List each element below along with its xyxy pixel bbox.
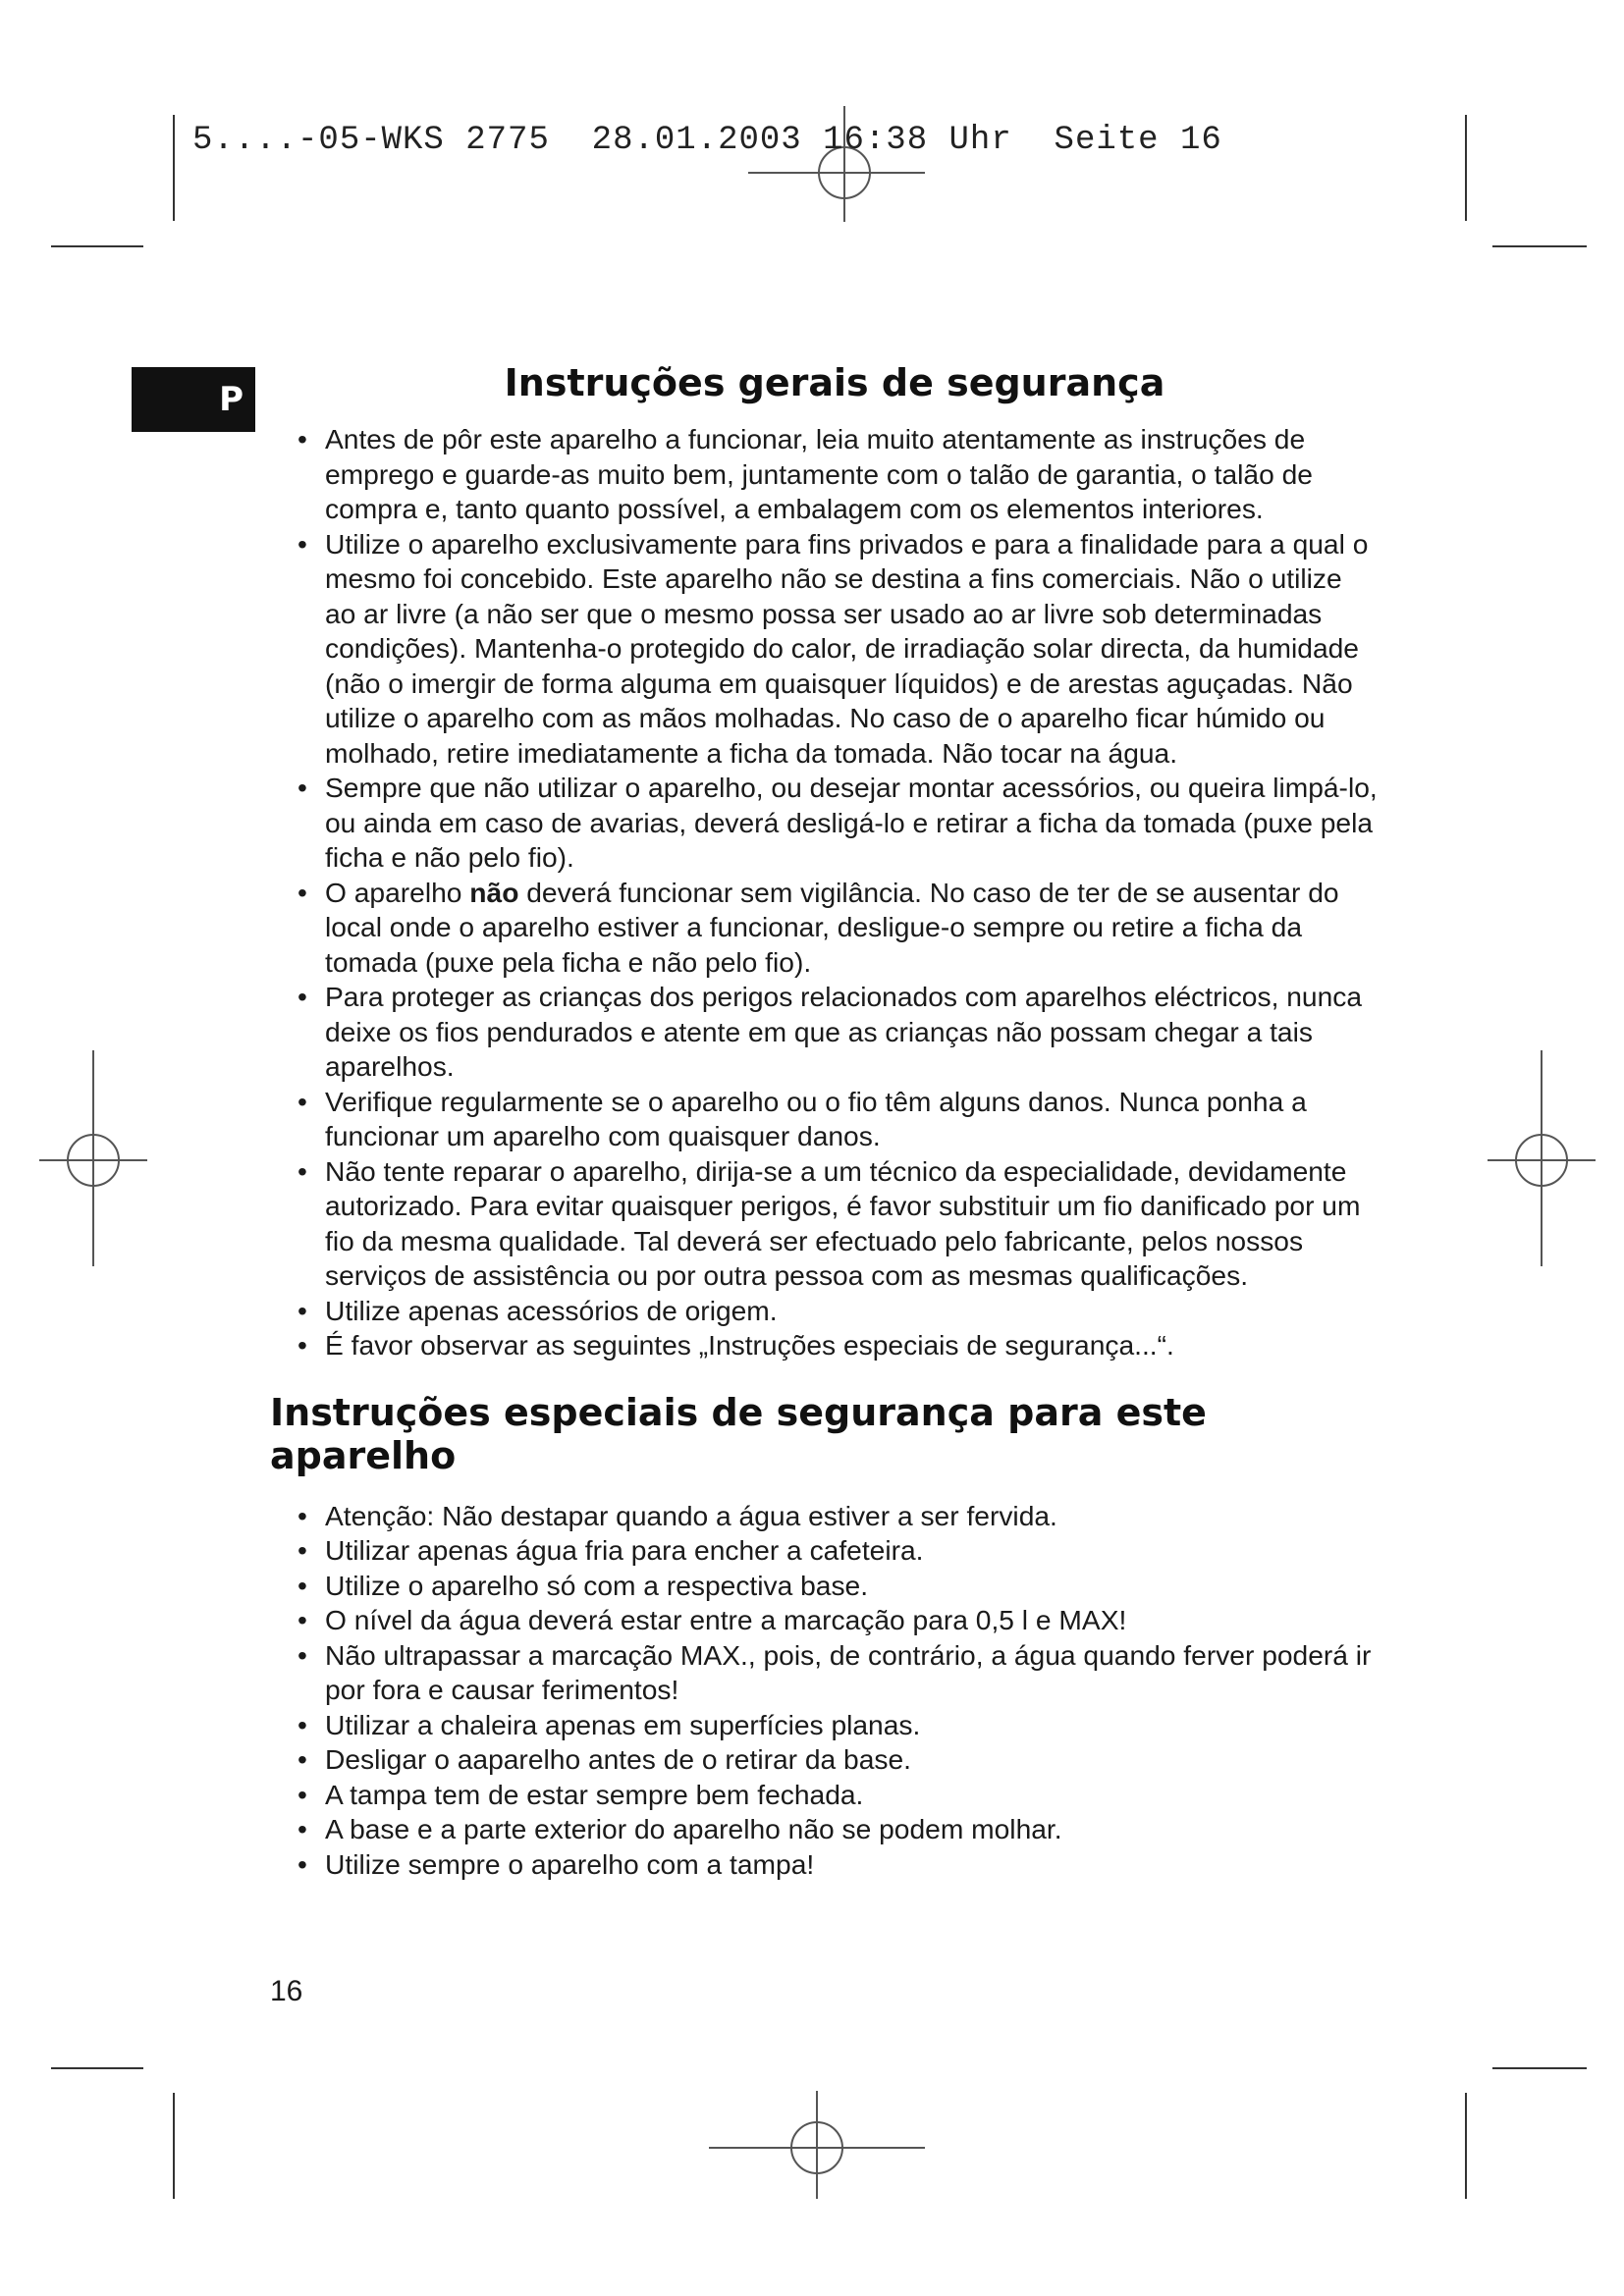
- list-item: [270, 1812, 1380, 1847]
- registration-mark-right: [1483, 1050, 1600, 1266]
- crop-mark: [51, 245, 143, 247]
- bullet-icon: •: [298, 1294, 307, 1326]
- list-item: [270, 1154, 1380, 1294]
- item-text: É favor observar as seguintes „Instruções especiais de segurança...“.: [325, 1329, 1174, 1361]
- special-safety-heading: Instruções especiais de segurança para este aparelho: [270, 1390, 1207, 1477]
- list-item: [270, 1294, 1380, 1329]
- item-text: O nível da água deverá estar entre a marcação para 0,5 l e MAX!: [325, 1604, 1127, 1635]
- item-text: Antes de pôr este aparelho a funcionar, leia muito atentamente as instruções de emprego e guarde-as muito bem, juntamente com o talão de garantia, o talão de compra e, tanto quanto possível, a embalagem com os elementos interiores.: [325, 423, 1313, 524]
- item-text: Verifique regularmente se o aparelho ou o fio têm alguns danos. Nunca ponha a funcionar um aparelho com quaisquer danos.: [325, 1085, 1307, 1151]
- bullet-icon: •: [298, 876, 307, 908]
- list-item: [270, 1708, 1380, 1743]
- bullet-icon: •: [298, 1329, 307, 1361]
- bullet-icon: •: [298, 1708, 307, 1740]
- item-text: Sempre que não utilizar o aparelho, ou desejar montar acessórios, ou queira limpá-lo, ou ainda em caso de avarias, deverá desligá-lo e retirar a ficha da tomada (puxe pela ficha e não pelo fio).: [325, 772, 1378, 873]
- crop-mark: [1465, 115, 1467, 221]
- special-safety-list: [270, 1499, 1380, 1883]
- list-item: [270, 527, 1380, 772]
- list-item: [270, 1569, 1380, 1604]
- page-number: 16: [270, 1975, 303, 2007]
- crop-mark: [173, 2093, 175, 2199]
- bullet-icon: •: [298, 1085, 307, 1117]
- list-item: [270, 422, 1380, 527]
- list-item: [270, 1603, 1380, 1638]
- list-item: [270, 1328, 1380, 1363]
- crop-mark: [173, 115, 175, 221]
- bullet-icon: •: [298, 981, 307, 1012]
- item-text: A tampa tem de estar sempre bem fechada.: [325, 1778, 864, 1810]
- bullet-icon: •: [298, 1569, 307, 1601]
- list-item: [270, 1847, 1380, 1883]
- bullet-icon: •: [298, 1604, 307, 1635]
- item-text: Utilize o aparelho só com a respectiva base.: [325, 1569, 869, 1601]
- registration-mark-bottom: [709, 2091, 925, 2199]
- item-text: Atenção: Não destapar quando a água estiver a ser fervida.: [325, 1499, 1057, 1531]
- bullet-icon: •: [298, 1778, 307, 1810]
- item-text: Para proteger as crianças dos perigos relacionados com aparelhos eléctricos, nunca deixe os fios pendurados e atente em que as crianças não possam chegar a tais aparelhos.: [325, 981, 1363, 1082]
- bullet-icon: •: [298, 423, 307, 454]
- registration-mark-left: [39, 1050, 157, 1266]
- crop-mark: [1492, 2067, 1587, 2069]
- item-text: Utilizar apenas água fria para encher a cafeteira.: [325, 1534, 924, 1566]
- list-item: [270, 876, 1380, 981]
- bullet-icon: •: [298, 1638, 307, 1671]
- bullet-icon: •: [298, 527, 307, 560]
- list-item: [270, 771, 1380, 876]
- bullet-icon: •: [298, 1743, 307, 1775]
- language-tab: P: [132, 367, 255, 432]
- item-text: A base e a parte exterior do aparelho não se podem molhar.: [325, 1813, 1062, 1844]
- crop-mark: [51, 2067, 143, 2069]
- item-text: Utilize apenas acessórios de origem.: [325, 1294, 778, 1326]
- print-slug-header: 5....-05-WKS 2775 28.01.2003 16:38 Uhr Seite 16: [192, 122, 1222, 159]
- bullet-icon: •: [298, 772, 307, 803]
- list-item: [270, 980, 1380, 1085]
- crop-mark: [1492, 245, 1587, 247]
- bullet-icon: •: [298, 1499, 307, 1531]
- bullet-icon: •: [298, 1534, 307, 1566]
- bullet-icon: •: [298, 1847, 307, 1880]
- list-item: [270, 1742, 1380, 1778]
- crop-mark: [1465, 2093, 1467, 2199]
- item-text: O aparelho: [325, 876, 470, 908]
- page-content: [270, 361, 1380, 1882]
- list-item: [270, 1499, 1380, 1534]
- bullet-icon: •: [298, 1813, 307, 1844]
- item-text: Utilize o aparelho exclusivamente para fins privados e para a finalidade para a qual o mesmo foi concebido. Este aparelho não se destina a fins comerciais. Não o utilize ao ar livre (a não ser que o mesmo possa ser usado ao ar livre sob determinadas condições). Mantenha-o protegido do calor, de irradiação solar directa, da humidade (não o imergir de forma alguma em quaisquer líquidos) e de arestas aguçadas. Não utilize o aparelho com as mãos molhadas. No caso de o aparelho ficar húmido ou molhado, retire imediatamente a ficha da tomada. Não tocar na água.: [325, 527, 1369, 769]
- item-text: Utilize sempre o aparelho com a tampa!: [325, 1847, 815, 1880]
- general-safety-list: [270, 422, 1380, 1363]
- item-text: Utilizar a chaleira apenas em superfícies planas.: [325, 1708, 921, 1740]
- list-item: [270, 1638, 1380, 1708]
- list-item: [270, 1533, 1380, 1569]
- item-text: Não ultrapassar a marcação MAX., pois, de contrário, a água quando ferver poderá ir por fora e causar ferimentos!: [325, 1638, 1372, 1705]
- list-item: [270, 1085, 1380, 1154]
- item-text: deverá funcionar sem vigilância. No caso de ter de se ausentar do local onde o aparelho estiver a funcionar, desligue-o sempre ou retire a ficha da tomada (puxe pela ficha e não pelo fio).: [325, 876, 1339, 978]
- item-text: Desligar o aaparelho antes de o retirar da base.: [325, 1743, 912, 1775]
- list-item: [270, 1778, 1380, 1813]
- bullet-icon: •: [298, 1154, 307, 1187]
- item-text: Não tente reparar o aparelho, dirija-se a um técnico da especialidade, devidamente autorizado. Para evitar quaisquer perigos, é favor substituir um fio danificado por um fio da mesma qualidade. Tal deverá ser efectuado pelo fabricante, pelos nossos serviços de assistência ou por outra pessoa com as mesmas qualificações.: [325, 1154, 1361, 1291]
- item-emphasis: não: [469, 876, 519, 908]
- general-safety-heading: Instruções gerais de segurança: [504, 361, 1165, 404]
